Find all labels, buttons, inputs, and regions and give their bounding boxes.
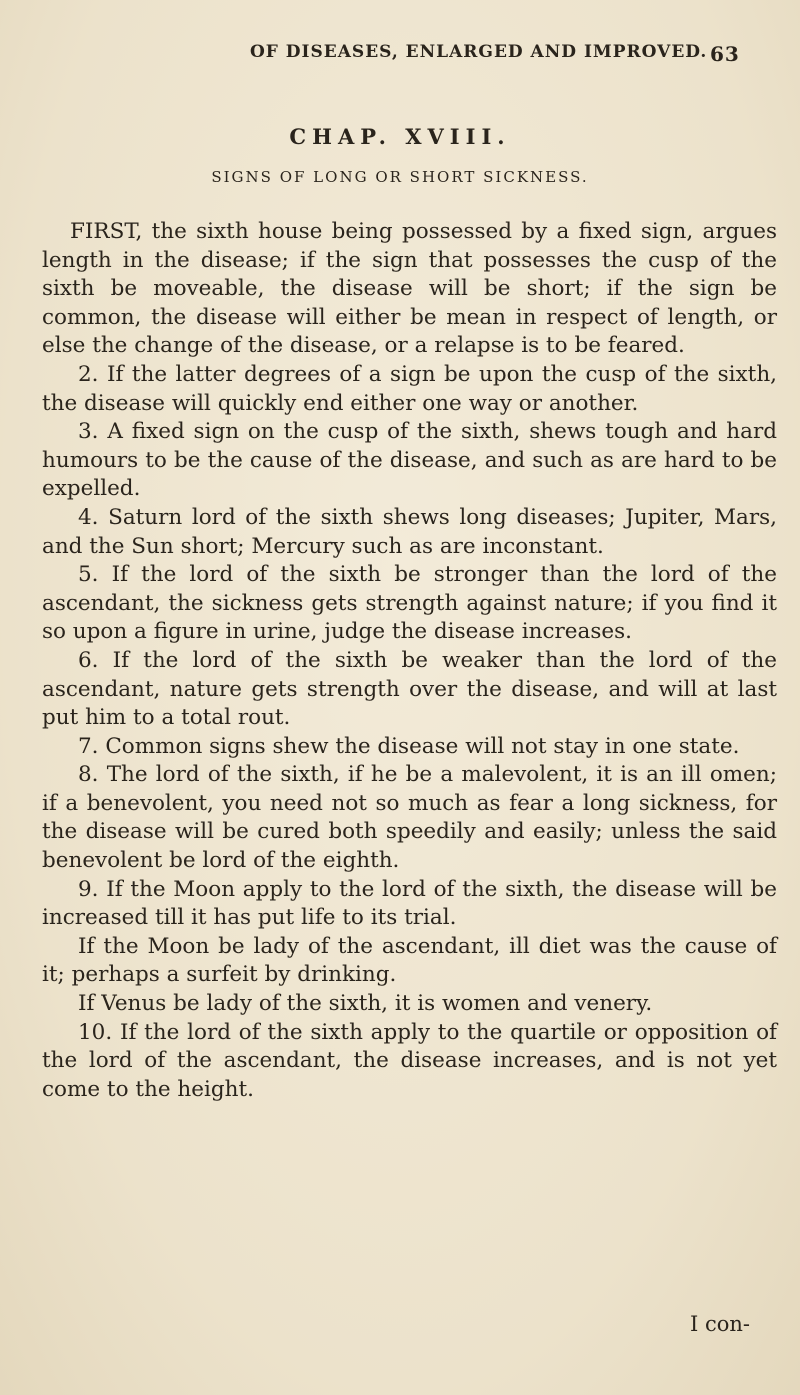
body-text [42, 218, 777, 1104]
catchword: I con- [690, 1312, 750, 1336]
page-number: 63 [710, 42, 740, 66]
paragraph: 5. If the lord of the sixth be stronger than the lord of the ascendant, the sickness gets strength against nature; if you find it so upon a figure in urine, judge the disease increases. [42, 562, 777, 645]
paragraph: 4. Saturn lord of the sixth shews long diseases; Jupiter, Mars, and the Sun short; Mercury such as are inconstant. [42, 504, 777, 559]
paragraph: If the Moon be lady of the ascendant, ill diet was the cause of it; perhaps a surfeit by drinking. [42, 933, 777, 988]
paragraph: 9. If the Moon apply to the lord of the sixth, the disease will be increased till it has put life to its trial. [42, 876, 777, 931]
paragraph: 6. If the lord of the sixth be weaker than the lord of the ascendant, nature gets strength over the disease, and will at last put him to a total rout. [42, 647, 777, 731]
paragraph: 8. The lord of the sixth, if he be a malevolent, it is an ill omen; if a benevolent, you need not so much as fear a long sickness, for the disease will be cured both speedily and easily; unless the said benevolent be lord of the eighth. [42, 762, 777, 874]
paragraph: 2. If the latter degrees of a sign be upon the cusp of the sixth, the disease will quickly end either one way or another. [42, 361, 777, 416]
paragraph: 10. If the lord of the sixth apply to the quartile or opposition of the lord of the ascendant, the disease increases, and is not yet come to the height. [42, 1019, 777, 1102]
paragraph: 3. A fixed sign on the cusp of the sixth, shews tough and hard humours to be the cause of the disease, and such as are hard to be expelled. [42, 419, 777, 502]
running-head-title: OF DISEASES, ENLARGED AND IMPROVED. [250, 42, 708, 62]
chapter-heading: CHAP. XVIII. [289, 124, 511, 149]
paragraph: FIRST, the sixth house being possessed by a fixed sign, argues length in the disease; if the sign that possesses the cusp of the sixth be moveable, the disease will be short; if the sign be common, the disease will either be mean in respect of length, or else the change of the disease, or a relapse is to be feared. [42, 219, 777, 359]
chapter-subheading: SIGNS OF LONG OR SHORT SICKNESS. [211, 168, 589, 186]
paragraph: 7. Common signs shew the disease will not stay in one state. [78, 733, 740, 759]
running-head [250, 42, 770, 66]
paragraph: If Venus be lady of the sixth, it is women and venery. [78, 991, 653, 1017]
